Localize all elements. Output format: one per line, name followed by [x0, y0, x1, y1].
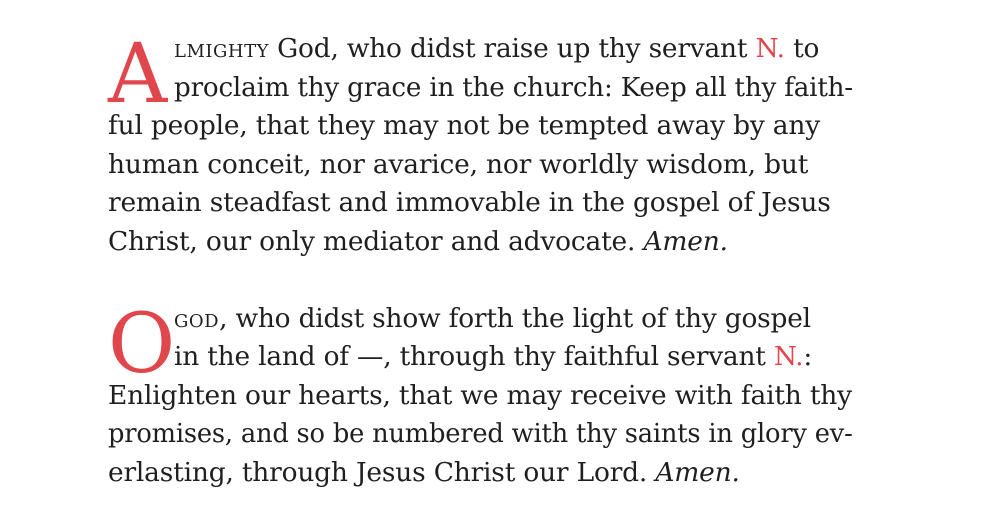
collect-1-line-1: lmighty God, who didst raise up thy servant N. to — [174, 33, 820, 64]
collect-1-line-5: remain steadfast and immovable in the gospel of Jesus — [108, 187, 831, 219]
collect-1-line-3: ful people, that they may not be tempted away by any — [108, 110, 820, 142]
collect-o-god — [108, 296, 868, 493]
name-marker: N. — [773, 341, 804, 373]
collect-1-line-6: Christ, our only mediator and advocate. Amen. — [108, 225, 728, 257]
collect-2-line-4: promises, and so be numbered with thy saints in glory ev- — [108, 419, 853, 450]
collect-almighty — [108, 27, 868, 262]
amen: Amen. — [643, 225, 728, 257]
prayer-page — [108, 27, 868, 493]
collect-2-line-1: god, who didst show forth the light of thy gospel — [174, 302, 811, 334]
opening-word: god — [174, 302, 220, 334]
collect-1-line-4: human conceit, nor avarice, nor worldly wisdom, but — [108, 148, 809, 180]
collect-2-line-2: in the land of —, through thy faithful servant N.: — [174, 341, 813, 373]
collect-2-line-3: Enlighten our hearts, that we may receive with faith thy — [108, 379, 852, 411]
amen: Amen. — [655, 456, 740, 488]
name-marker: N. — [755, 33, 785, 64]
collect-1-line-2: proclaim thy grace in the church: Keep all thy faith- — [174, 72, 853, 103]
collect-2-line-5: erlasting, through Jesus Christ our Lord. Amen. — [108, 456, 740, 488]
drop-cap-o: O — [108, 296, 176, 392]
opening-word: lmighty — [174, 33, 269, 64]
drop-cap-a: A — [108, 27, 168, 122]
